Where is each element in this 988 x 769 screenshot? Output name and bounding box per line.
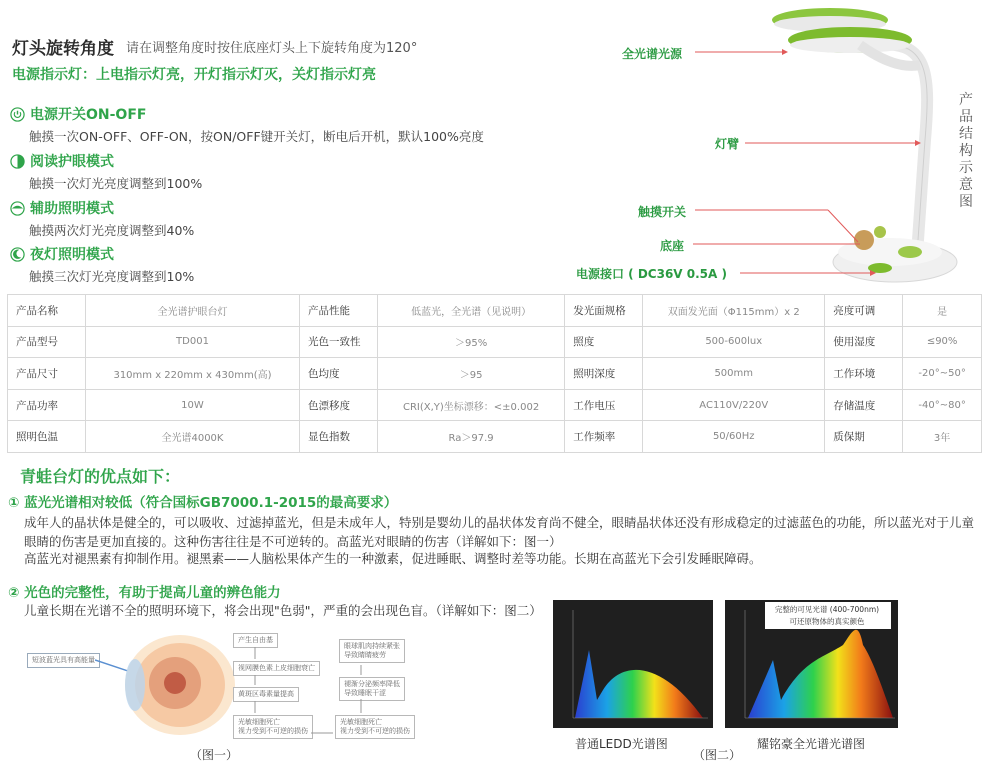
spec-value: 10W: [86, 389, 300, 421]
spec-key: 发光面规格: [565, 295, 643, 327]
mode-power-title: 电源开关ON-OFF: [30, 107, 147, 123]
spec-value: ＞95: [377, 358, 564, 390]
spec-value: AC110V/220V: [643, 389, 825, 421]
spec-key: 质保期: [825, 421, 903, 453]
spec-value: TD001: [86, 326, 300, 358]
spec-key: 产品名称: [8, 295, 86, 327]
spec-row: [8, 358, 982, 390]
advantage-1-text-1: 成年人的晶状体是健全的，可以吸收、过滤掉蓝光，但是未成年人，特别是婴幼儿的晶状体发育尚不健全，眼睛晶状体还没有形成稳定的过滤蓝色的功能，所以蓝光对于儿童眼睛的伤害是更加直接的。这种伤害往往是不可逆转的。高蓝光对眼睛的伤害（详解如下：图一）: [24, 515, 975, 549]
spec-table: [7, 294, 982, 453]
mode-aux: [10, 198, 194, 239]
advantage-2-title: ② 光色的完整性，有助于提高儿童的辨色能力: [8, 585, 281, 601]
flow-arrows: [225, 625, 385, 755]
power-icon: [10, 107, 25, 122]
spec-key: 色漂移度: [299, 389, 377, 421]
figure-2-right-caption: 耀铭豪全光谱光谱图: [757, 737, 866, 751]
flow-right-2: 褪渐分泌频率降低 导致睡眠干涩: [339, 677, 405, 701]
spec-value: 50/60Hz: [643, 421, 825, 453]
spec-value: ＞95%: [377, 326, 564, 358]
spectrum-note-2: 可还原物体的真实颜色: [789, 617, 865, 626]
figure-2-left-caption: 普通LEDD光谱图: [575, 737, 668, 751]
spec-value: 低蓝光，全光谱（见说明）: [377, 295, 564, 327]
mode-night-desc: 触摸三次灯光亮度调整到10%: [29, 269, 195, 284]
flow-right-3: 光敏细胞死亡 视力受到不可逆的损伤: [335, 715, 415, 739]
mode-reading-title: 阅读护眼模式: [30, 154, 114, 170]
spec-key: 使用湿度: [825, 326, 903, 358]
mode-power-desc: 触摸一次ON-OFF、OFF-ON，按ON/OFF键开关灯，断电后开机，默认100%亮度: [29, 129, 484, 144]
mode-night: [10, 244, 194, 285]
spec-value: ≤90%: [903, 326, 982, 358]
callout-power-port: 电源接口 ( DC36V 0.5A ): [576, 267, 727, 281]
spec-value: 全光谱4000K: [86, 421, 300, 453]
flow-left-4: 光敏细胞死亡 视力受到不可逆的损伤: [233, 715, 313, 739]
mode-aux-title: 辅助照明模式: [30, 201, 114, 217]
advantages-title: 青蛙台灯的优点如下：: [20, 467, 181, 486]
spec-value: -40°~80°: [903, 389, 982, 421]
spec-key: 照明深度: [565, 358, 643, 390]
spec-key: 照明色温: [8, 421, 86, 453]
spec-row: [8, 389, 982, 421]
spec-key: 存储温度: [825, 389, 903, 421]
spec-value: -20°~50°: [903, 358, 982, 390]
advantage-2-text: 儿童长期在光谱不全的照明环境下，将会出现"色弱"，严重的会出现色盲。（详解如下：图二）: [24, 603, 542, 618]
callout-light-source: 全光谱光源: [622, 47, 683, 61]
spec-key: 工作频率: [565, 421, 643, 453]
spec-key: 照度: [565, 326, 643, 358]
spec-value: CRI(X,Y)坐标漂移：<±0.002: [377, 389, 564, 421]
spec-row: [8, 421, 982, 453]
spec-key: 产品性能: [299, 295, 377, 327]
structure-diagram-label: 产品结构示意图: [959, 92, 973, 210]
indicator-text: 电源指示灯：上电指示灯亮，开灯指示灯灭，关灯指示灯亮: [12, 67, 376, 83]
spec-value: 全光谱护眼台灯: [86, 295, 300, 327]
mode-power: [10, 104, 484, 145]
spec-value: 500mm: [643, 358, 825, 390]
mode-night-title: 夜灯照明模式: [30, 247, 114, 263]
mode-reading: [10, 151, 202, 192]
half-circle-icon: [10, 154, 25, 169]
spec-key: 色均度: [299, 358, 377, 390]
advantage-1-title: ① 蓝光光谱相对较低（符合国标GB7000.1-2015的最高要求）: [8, 495, 398, 511]
spectrum-note-1: 完整的可见光谱 (400-700nm): [774, 605, 880, 614]
callout-arm: 灯臂: [715, 137, 740, 151]
figure-1: [25, 625, 545, 765]
flow-left-1: 产生自由基: [233, 633, 278, 648]
rotation-desc: 请在调整角度时按住底座灯头上下旋转角度为120°: [126, 41, 418, 56]
figure-2-caption: （图二）: [693, 748, 742, 762]
spec-key: 产品型号: [8, 326, 86, 358]
moon-icon: [10, 247, 25, 262]
eye-label: 短波蓝光具有高能量: [27, 653, 100, 668]
advantage-1-text-2: 高蓝光对褪黑素有抑制作用。褪黑素——人脑松果体产生的一种激素，促进睡眠、调整时差等功能。长期在高蓝光下会引发睡眠障碍。: [24, 551, 762, 566]
lamp-diagram: [560, 0, 960, 295]
spec-key: 显色指数: [299, 421, 377, 453]
rotation-title: 灯头旋转角度: [12, 39, 114, 59]
eye-anatomy-illustration: [95, 625, 235, 745]
mode-aux-desc: 触摸两次灯光亮度调整到40%: [29, 223, 195, 238]
spec-value: Ra＞97.9: [377, 421, 564, 453]
eye-icon: [10, 201, 25, 216]
flow-right-1: 眼球肌肉持续紧张 导致睛睛疲劳: [339, 639, 405, 663]
spec-value: 310mm x 220mm x 430mm(高): [86, 358, 300, 390]
spec-value: 双面发光面（Φ115mm）x 2: [643, 295, 825, 327]
spec-row: [8, 326, 982, 358]
flow-left-3: 黄斑区毒素量提高: [233, 687, 299, 702]
spec-key: 工作环境: [825, 358, 903, 390]
spec-key: 产品功率: [8, 389, 86, 421]
spec-key: 产品尺寸: [8, 358, 86, 390]
spec-value: 是: [903, 295, 982, 327]
spec-row: [8, 295, 982, 327]
spec-value: 500-600lux: [643, 326, 825, 358]
mode-reading-desc: 触摸一次灯光亮度调整到100%: [29, 176, 203, 191]
spec-value: 3年: [903, 421, 982, 453]
flow-left-2: 视网膜色素上皮细胞衰亡: [233, 661, 320, 676]
spec-key: 亮度可调: [825, 295, 903, 327]
callout-base: 底座: [660, 239, 685, 253]
callout-touch-switch: 触摸开关: [638, 205, 687, 219]
spec-key: 光色一致性: [299, 326, 377, 358]
spec-key: 工作电压: [565, 389, 643, 421]
figure-1-caption: （图一）: [190, 748, 239, 762]
